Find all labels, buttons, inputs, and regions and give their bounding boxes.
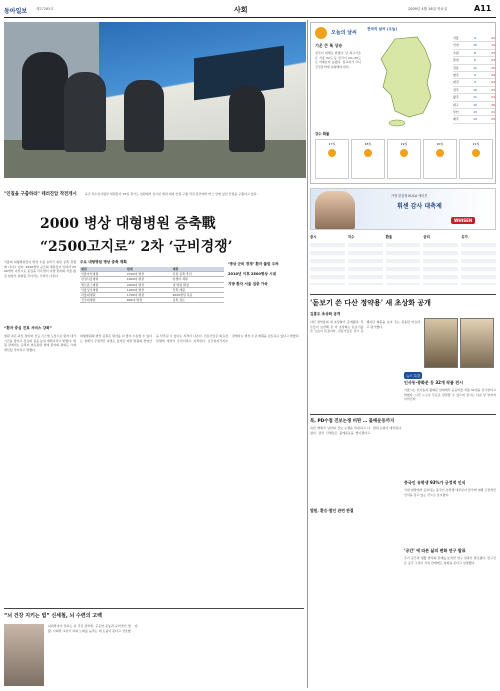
art1-sub: 김홍도 초상화 공개 — [310, 312, 341, 316]
forecast-day-label: 19일 — [400, 142, 408, 146]
market-1: 증시 — [310, 234, 345, 290]
city-cell: 20 — [491, 117, 495, 122]
sun-icon — [472, 149, 480, 157]
city-cell: 9 — [474, 36, 476, 40]
market-2: 지수 — [348, 234, 383, 290]
mid-body: 대형병원의 병상 증축은 환자를 더 많이 수용할 수 있다는 점에서 긍정적인 측면도 있지만 지방 병원의 경영난을 부추길 수 있다는 지적이 나온다. 전문가들은 의료전달체계 개선이 우선이라고 지적한다. 보건복지가족부 관계자는 병상 수급 계획을 검토하고 있다고 밝혔다. — [80, 334, 300, 343]
table-cell: 암센터 개원 — [172, 277, 225, 282]
forecast-day — [315, 139, 349, 179]
lead-body: 서울의 대형병원들이 병상 수를 늘리기 위한 증축 경쟁에 나서고 있다. 2000병상 규모의 병원들이 잇따라 2500병상 이상으로 몸집을 키우면서 지방 환자의 서울 쏠림 현상이 심화될 것이라는 우려가 나온다. — [4, 260, 76, 278]
city-cell: 24 — [491, 80, 495, 85]
table-cell: 신축 개원 — [172, 287, 225, 292]
map-title: 전국의 날씨 (오늘) — [367, 27, 398, 31]
lead-headline: 2000 병상 대형병원 증축戰 — [40, 216, 216, 232]
city-row — [453, 42, 495, 49]
page-number: A11 — [474, 4, 492, 13]
table-cell: 증축 검토 — [172, 298, 225, 303]
city-cell: 대구 — [453, 102, 459, 107]
city-row — [453, 65, 495, 72]
hospital-table — [80, 260, 224, 330]
ad-title: 휘센 감사 대축제 — [397, 203, 442, 210]
weather-sub: 기온 큰 폭 상승 — [315, 43, 343, 48]
news-title-2: 중국인 유학생 93%가 긍정적 인식 — [404, 480, 466, 485]
korea-map — [365, 35, 451, 127]
table-cell: 계획 — [172, 267, 225, 272]
city-cell: 서울 — [453, 36, 459, 40]
sun-icon — [364, 149, 372, 157]
box-body: 병원 측은 최신 장비와 진료 시스템 도입으로 환자 대기시간을 줄이고 진료의 질을 높일 계획이라고 밝혔다. 병원 관계자는 증축이 완료되면 외래 환자의 편의도 크게 개선될 것이라고 말했다. — [4, 334, 76, 352]
table-cell: 삼성서울병원 — [80, 277, 126, 282]
city-row — [453, 50, 495, 57]
peninsula-shape — [381, 37, 431, 117]
city-row — [453, 94, 495, 101]
table-row — [80, 298, 224, 303]
issue-date: 2009년 4월 16일 목요일 — [408, 7, 448, 11]
art1-headline: ‘돋보기 쓴 다산 정약용’ 새 초상화 공개 — [310, 298, 431, 307]
portrait-2 — [460, 318, 494, 368]
table-cell: 서울성모병원 — [80, 287, 126, 292]
ad-brand: WHISEN — [451, 217, 475, 224]
quote-body: 뇌과학자가 전하는 뇌 건강 관리법. 꾸준한 운동과 규칙적인 생활, 사회적 교류가 뇌의 노화를 늦추는 데 도움이 된다고 강조했다. — [48, 624, 139, 633]
city-row — [453, 87, 495, 94]
news-title-1: 인사동·광화문 등 32개 작품 전시 — [404, 380, 464, 385]
city-cell: 23 — [491, 87, 495, 92]
masthead-rule — [4, 17, 496, 18]
city-cell: 19 — [491, 43, 495, 48]
forecast-day-label: 20일 — [436, 142, 444, 146]
weather-panel — [310, 22, 496, 184]
ad-sub: 가정 맞춤형 KUCA 에어컨 — [391, 194, 428, 198]
photo-caption — [4, 180, 306, 197]
quote-portrait — [4, 624, 44, 686]
lead-headline-2: “2500고지로” 2차 ‘군비경쟁’ — [40, 239, 233, 255]
mid-sub-3: 지방 환자 서울 집중 가속 — [228, 282, 268, 286]
paper-name: 동아일보 — [4, 8, 28, 15]
art2-sub: 법원, 환승·할인 관련 판결 — [310, 508, 354, 513]
soldier-3 — [124, 80, 164, 152]
forecast-day — [459, 139, 493, 179]
box-title: “환자 중심 진료 서비스 강화” — [4, 326, 52, 330]
table-cell: 신관 증축 추진 — [172, 272, 225, 277]
table-cell: 서울아산병원 — [80, 272, 126, 277]
city-cell: 제주 — [453, 117, 459, 122]
city-cell: 22 — [491, 36, 495, 40]
city-row — [453, 116, 495, 123]
weather-title: 오늘의 날씨 — [331, 30, 357, 36]
table-cell: 2000병상 목표 — [172, 293, 225, 298]
weather-sun-icon — [315, 27, 327, 39]
city-cell: 13 — [473, 110, 477, 115]
jeju-shape — [389, 120, 405, 126]
table-cell: 세브란스병원 — [80, 282, 126, 287]
city-cell: 광주 — [453, 95, 459, 100]
city-cell: 8 — [474, 50, 476, 55]
table-cell: 2700여 병상 — [126, 272, 172, 277]
forecast-strip — [315, 139, 493, 179]
table-title: 주요 대형병원 병상 증축 계획 — [80, 260, 127, 264]
caption-body: 육군 특수전사령부 대원들이 15일 경기도 일원에서 실시된 테러 대비 인질 구출 작전 훈련에서 버스 안에 있던 인질을 구출하고 있다. — [84, 192, 258, 196]
ad-model — [315, 191, 355, 229]
news-body-3: 주거 공간과 생활 방식의 관계를 분석한 연구 결과가 발표됐다. 연구진은 공간 구성이 가족 관계에도 영향을 준다고 설명했다. — [404, 556, 496, 565]
city-row — [453, 57, 495, 64]
table-cell: 1200여 병상 — [126, 287, 172, 292]
news-title-3: ‘공간’ 에 따른 삶의 변화 연구 발표 — [404, 548, 466, 553]
forecast-day-label: 17일 — [328, 142, 336, 146]
market-5: 유가 — [461, 234, 496, 290]
city-row — [453, 109, 495, 116]
forecast-day-label: 21일 — [472, 142, 480, 146]
art1-body: 다산 정약용의 새 초상화가 공개됐다. 후손들이 보관해 온 이 초상화는 돋보기를 쓴 모습이 특징이다. 전문가들은 당시 유행하던 화풍을 보여 주는 귀중한 자료라고 평가했다. — [310, 320, 420, 334]
city-row — [453, 72, 495, 79]
section-name: 사회 — [234, 6, 248, 14]
forecast-day-label: 18일 — [364, 142, 372, 146]
mid-sub-1: ‘병상 군비 경쟁’ 환자 쏠림 우려 — [228, 262, 279, 266]
table-cell: 새 병원 확장 — [172, 282, 225, 287]
city-cell: 인천 — [453, 43, 459, 48]
city-row — [453, 79, 495, 86]
forecast-day — [351, 139, 385, 179]
city-cell: 10 — [473, 102, 477, 107]
city-cell: 11 — [473, 95, 477, 100]
aircon-ad — [310, 188, 496, 230]
art1-rule — [310, 294, 496, 295]
city-cell: 10 — [473, 43, 477, 48]
city-cell: 23 — [491, 50, 495, 55]
city-cell: 14 — [473, 117, 477, 122]
quote-rule — [4, 608, 304, 609]
news-body-1: 서울시는 인사동과 광화문 일대에서 공공미술 작품 32점을 전시한다고 밝혔다. 시민 누구나 무료로 관람할 수 있으며 전시는 다음 달 말까지 이어진다. — [404, 388, 496, 402]
city-cell: 대전 — [453, 80, 459, 85]
city-cell: 26 — [491, 102, 495, 107]
quote-title: “뇌 건강 지키는 법” 신세철, 뇌 수련의 고백 — [4, 613, 102, 619]
city-cell: 21 — [491, 110, 495, 115]
table-cell: 1900여 병상 — [126, 277, 172, 282]
market-4: 금리 — [423, 234, 458, 290]
city-cell: 24 — [491, 95, 495, 100]
table-cell: 서울대병원 — [80, 293, 126, 298]
lead-photo — [4, 22, 306, 178]
weather-body: 전국이 대체로 맑겠다. 낮 최고기온은 서울 22도 등 전국이 19∼25도로 어제보다 높겠다. 일교차가 크니 건강관리에 유의해야 한다. — [315, 51, 361, 69]
art2-headline: 북, PD수첩 진보논쟁 비판 … 불매운동까지 — [310, 419, 395, 424]
city-cell: 수원 — [453, 50, 459, 55]
portrait-1 — [424, 318, 458, 368]
sun-icon — [328, 149, 336, 157]
issue-number: 제27265호 — [36, 7, 54, 11]
table-cell: 건국대병원 — [80, 298, 126, 303]
table-cell: 800여 병상 — [126, 298, 172, 303]
table-grid — [80, 267, 224, 303]
sun-icon — [400, 149, 408, 157]
city-cell: 6 — [474, 58, 476, 63]
city-cell: 부산 — [453, 110, 459, 115]
caption-title: "인질을 구출하라" 테러진압 작전개시 — [4, 192, 77, 197]
city-cell: 전주 — [453, 87, 459, 92]
column-divider — [307, 20, 308, 688]
city-row — [453, 102, 495, 109]
city-cell: 25 — [491, 65, 495, 70]
city-cell: 24 — [491, 58, 495, 63]
city-cell: 11 — [473, 65, 477, 70]
soldier-2 — [64, 72, 106, 152]
city-cell: 10 — [473, 87, 477, 92]
soldier-4 — [229, 86, 265, 152]
soldier-1 — [22, 52, 68, 150]
masthead — [4, 4, 496, 18]
forecast-day — [387, 139, 421, 179]
table-cell: 현재 — [126, 267, 172, 272]
table-cell: 2000여 병상 — [126, 282, 172, 287]
forecast-day — [423, 139, 457, 179]
city-cell: 강릉 — [453, 65, 459, 70]
rain-label: 강수 확률 — [315, 132, 330, 136]
news-label: 뉴스 특강 — [406, 374, 421, 378]
sun-icon — [436, 149, 444, 157]
city-cell: 24 — [491, 73, 495, 78]
market-3: 환율 — [386, 234, 421, 290]
market-tables — [310, 234, 496, 290]
city-legend — [453, 35, 495, 124]
table-cell: 1700여 병상 — [126, 293, 172, 298]
city-row — [453, 35, 495, 42]
table-cell: 병원 — [80, 267, 126, 272]
city-cell: 청주 — [453, 73, 459, 78]
city-cell: 9 — [474, 73, 476, 78]
city-cell: 춘천 — [453, 58, 459, 63]
art2-body: 북한 매체가 남한의 진보 논쟁을 비판하고 나섰다. 관련 단체들은 불매운동을 벌이겠다고 밝혀 논란이 예상된다. — [310, 426, 402, 435]
city-cell: 9 — [474, 80, 476, 85]
mid-sub-2: 2010년 이후 2500병상 시대 — [228, 272, 277, 276]
news-body-2: 국내 대학에서 공부하는 중국인 유학생 대부분이 한국에 대해 긍정적인 인식을 갖고 있는 것으로 조사됐다. — [404, 488, 496, 497]
